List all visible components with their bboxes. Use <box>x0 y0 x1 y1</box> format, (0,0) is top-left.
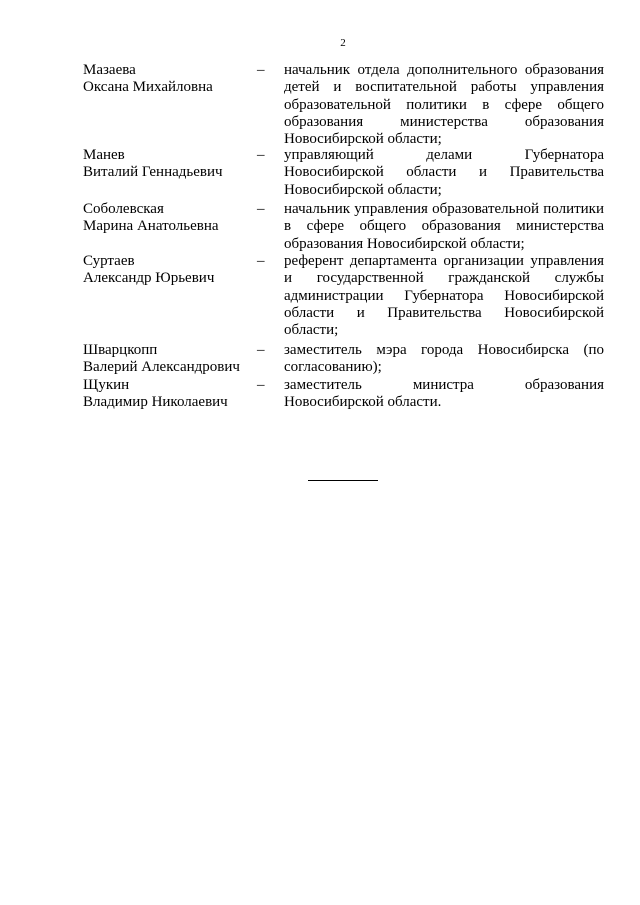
member-surname: Суртаев <box>83 253 135 269</box>
member-row <box>83 62 605 147</box>
member-surname: Шварцкопп <box>83 342 158 358</box>
member-given-names: Марина Анатольевна <box>83 218 219 235</box>
member-position: заместитель мэра города Новосибирска (по согласованию); <box>284 342 604 376</box>
member-row <box>83 377 605 412</box>
member-position: управляющий делами Губернатора Новосибирской области и Правительства Новосибирской области; <box>284 147 604 198</box>
member-dash: – <box>257 342 265 358</box>
member-row <box>83 201 605 253</box>
member-name <box>83 62 257 97</box>
member-given-names: Валерий Александрович <box>83 359 240 376</box>
member-dash: – <box>257 201 265 217</box>
member-row <box>83 342 605 377</box>
member-name <box>83 147 257 182</box>
member-name <box>83 342 257 377</box>
member-surname: Мазаева <box>83 62 136 78</box>
member-row <box>83 253 605 342</box>
member-position: референт департамента организации управления и государственной гражданской службы администрации Губернатора Новосибирской области и Правительства Новосибирской области; <box>284 253 604 339</box>
member-dash: – <box>257 62 265 78</box>
member-given-names: Владимир Николаевич <box>83 394 228 411</box>
member-name <box>83 201 257 236</box>
member-position: начальник отдела дополнительного образования детей и воспитательной работы управления образовательной политики в сфере общего образования министерства образования Новосибирской области; <box>284 62 604 148</box>
member-dash: – <box>257 377 265 393</box>
member-given-names: Александр Юрьевич <box>83 270 215 287</box>
member-name <box>83 253 257 288</box>
member-surname: Манев <box>83 147 125 163</box>
member-dash: – <box>257 147 265 163</box>
member-list <box>83 62 605 412</box>
member-name <box>83 377 257 412</box>
member-dash: – <box>257 253 265 269</box>
member-position: заместитель министра образования Новосибирской области. <box>284 377 604 411</box>
member-surname: Соболевская <box>83 201 164 217</box>
page-number: 2 <box>340 37 346 49</box>
closing-separator-line <box>308 480 378 481</box>
member-given-names: Виталий Геннадьевич <box>83 164 223 181</box>
member-position: начальник управления образовательной политики в сфере общего образования министерства образования Новосибирской области; <box>284 201 604 252</box>
member-given-names: Оксана Михайловна <box>83 79 213 96</box>
member-surname: Щукин <box>83 377 130 393</box>
member-row <box>83 147 605 201</box>
